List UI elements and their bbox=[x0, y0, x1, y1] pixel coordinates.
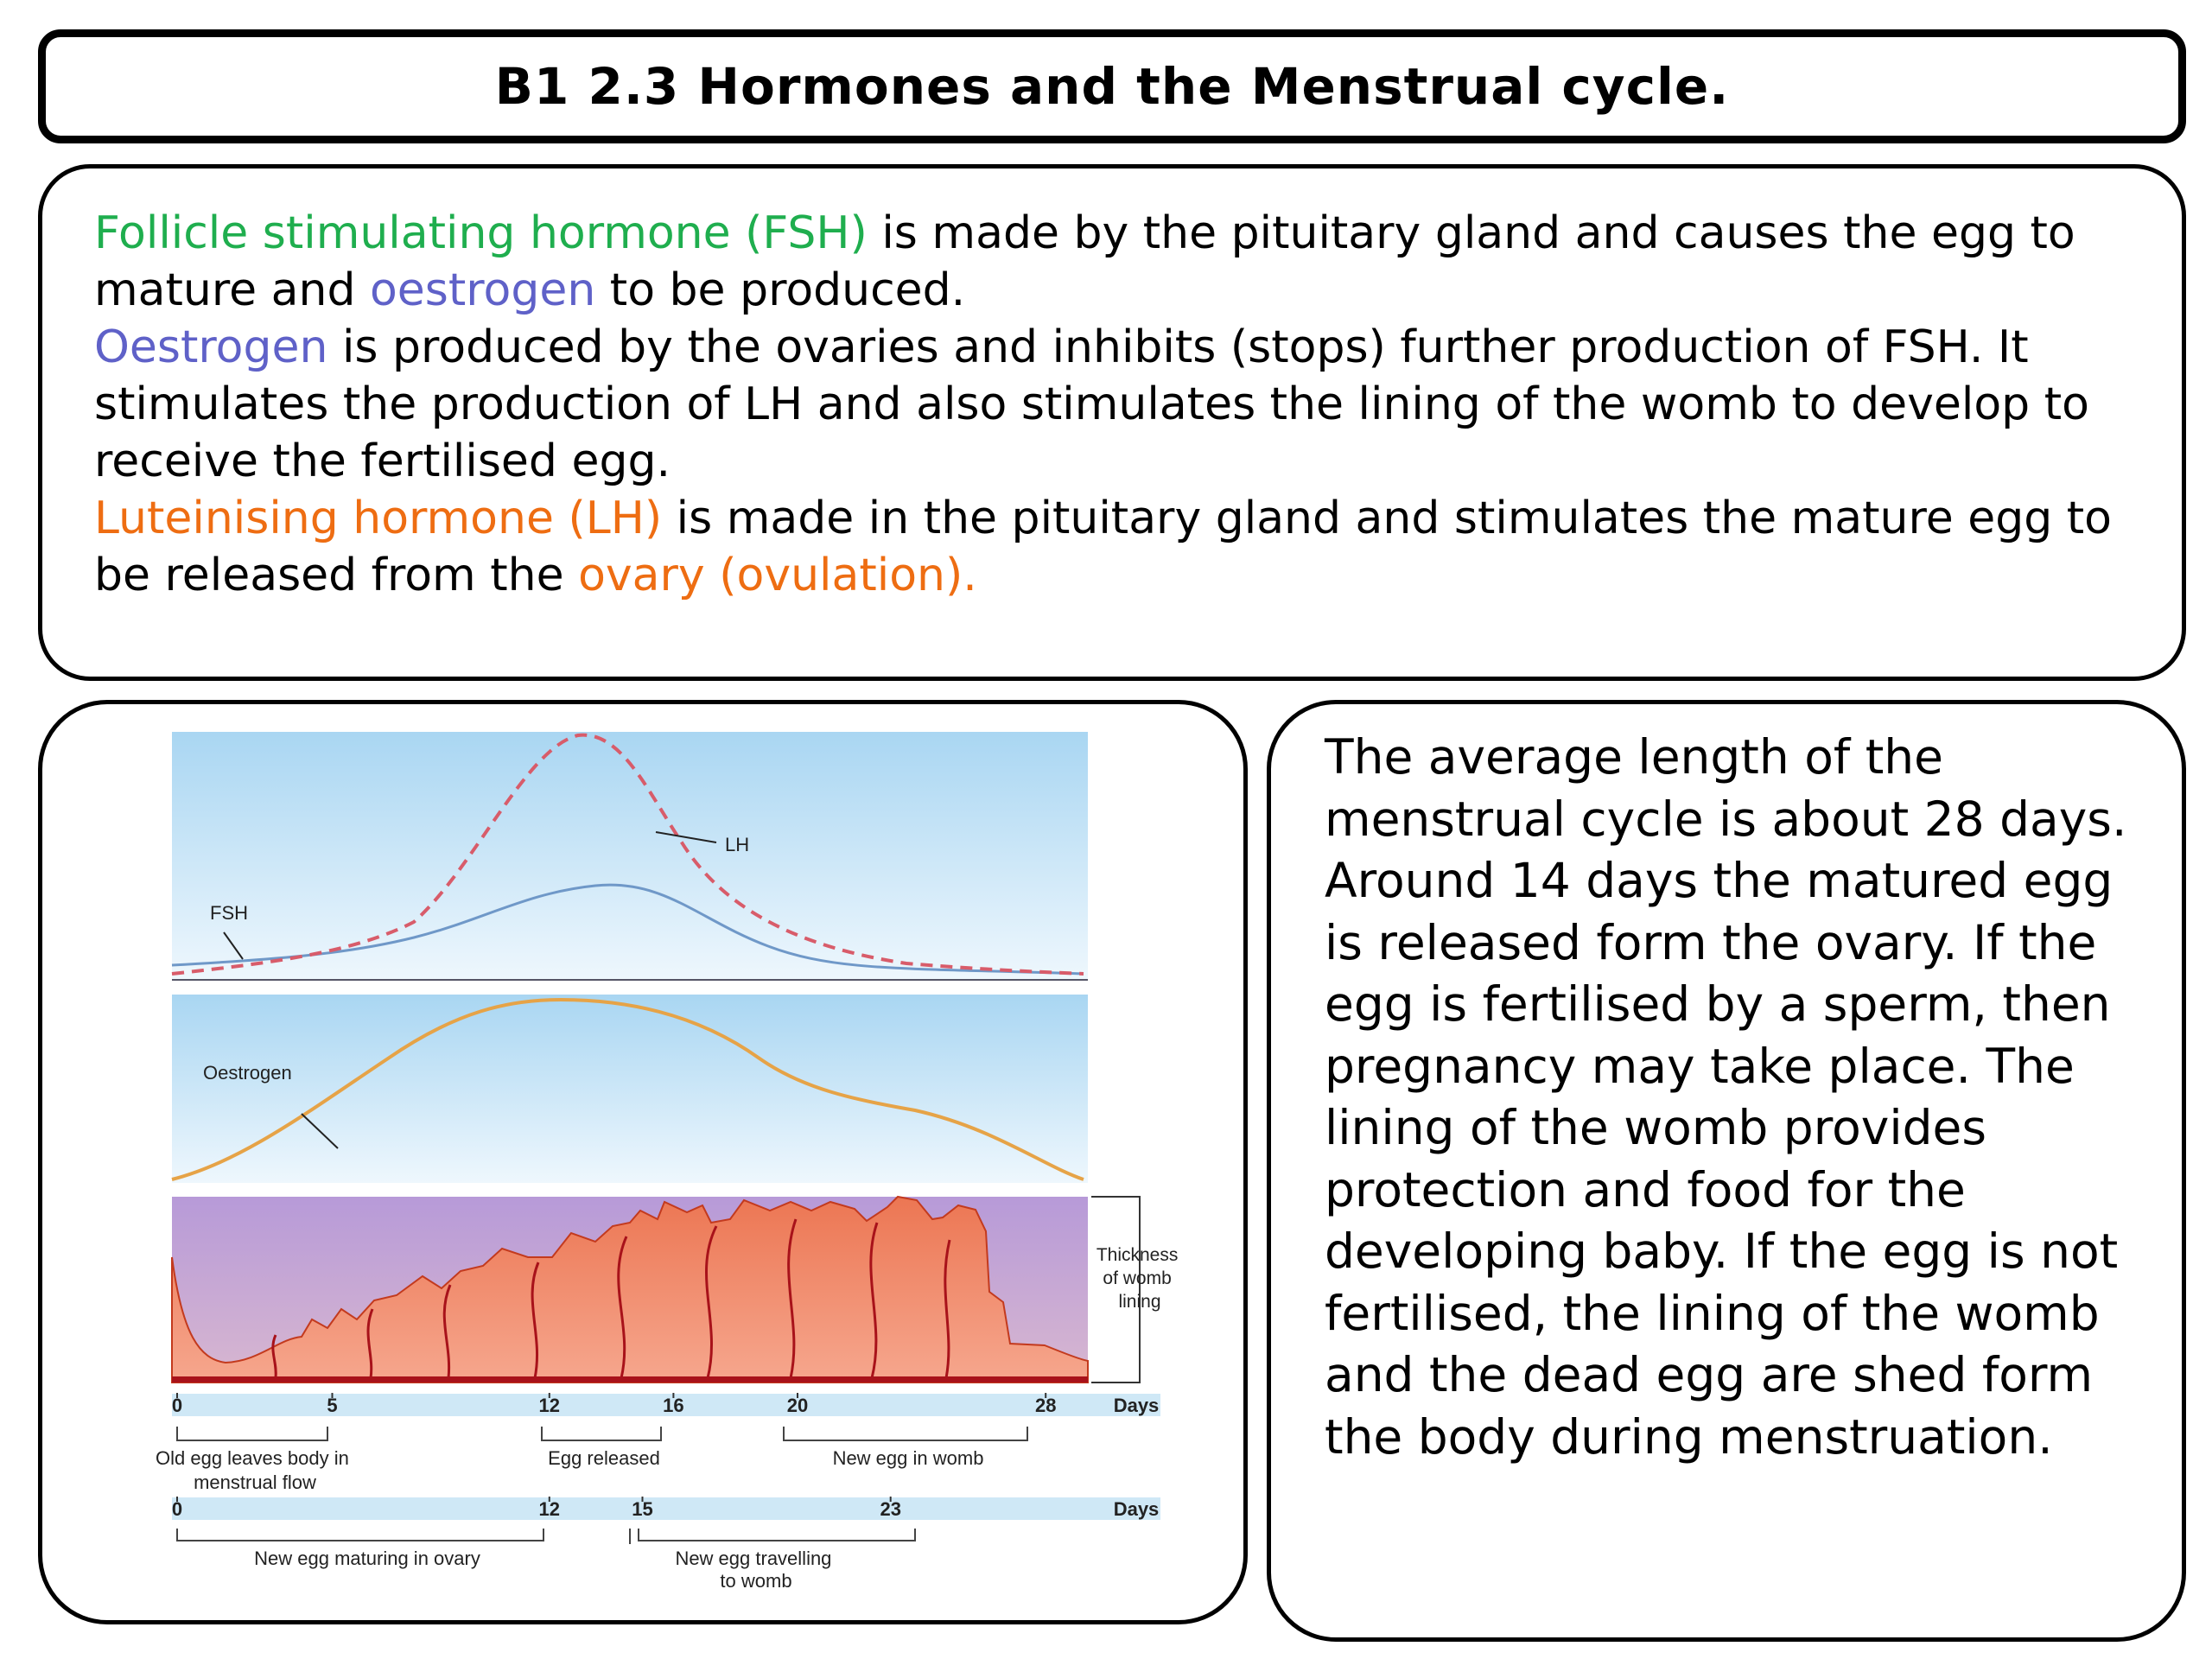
day-bottom-tick-label-0: 0 bbox=[171, 1498, 183, 1520]
day-top-tick-label-0: 0 bbox=[171, 1395, 183, 1416]
bracket-new-egg-travelling bbox=[639, 1529, 915, 1541]
day-top-tick-label-1: 5 bbox=[327, 1395, 338, 1416]
oestrogen-panel bbox=[172, 995, 1088, 1183]
annotation-new-egg-maturing: New egg maturing in ovary bbox=[254, 1548, 480, 1569]
thickness-label-line3: lining bbox=[1118, 1292, 1161, 1312]
bracket-old-egg bbox=[177, 1427, 327, 1440]
day-top-tick-label-5: 28 bbox=[1034, 1395, 1057, 1416]
bracket-new-egg-womb bbox=[784, 1427, 1027, 1440]
cycle-explanation-text: The average length of the menstrual cycle is about 28 days. Around 14 days the matured egg is released form the ovary. If the egg is fertilised by a sperm, then pregnancy may take place. The lining of the womb provides protection and food for the developing baby. If the egg is not fertilised, the lining of the womb and the dead egg are shed form the body during menstruation. bbox=[1325, 729, 2127, 1465]
cycle-explanation-box bbox=[1267, 700, 2186, 1642]
fsh-term: Follicle stimulating hormone (FSH) bbox=[94, 207, 868, 259]
annotation-new-egg-travelling bbox=[675, 1548, 836, 1592]
oestrogen-term: Oestrogen bbox=[94, 321, 328, 373]
lh-description: is made in the pituitary gland and stimulates the mature egg to be released from the bbox=[94, 493, 2112, 601]
thickness-label bbox=[1096, 1245, 1183, 1312]
day-bottom-tick-label-1: 12 bbox=[538, 1498, 561, 1520]
hormone-panel bbox=[172, 732, 1088, 980]
hormone-info-box bbox=[38, 164, 2186, 681]
womb-base bbox=[172, 1376, 1088, 1382]
ovary-term: ovary (ovulation). bbox=[578, 550, 977, 601]
thickness-label-line1: Thickness bbox=[1096, 1245, 1179, 1265]
days-label-bottom: Days bbox=[1113, 1498, 1160, 1520]
day-top-tick-label-2: 12 bbox=[538, 1395, 561, 1416]
oestrogen-label: Oestrogen bbox=[203, 1062, 292, 1084]
page-title: B1 2.3 Hormones and the Menstrual cycle. bbox=[494, 57, 1730, 116]
lh-paragraph bbox=[94, 490, 2126, 604]
annotation-new-egg-womb: New egg in womb bbox=[832, 1447, 984, 1469]
fsh-label: FSH bbox=[210, 902, 248, 924]
fsh-description-end: to be produced. bbox=[595, 264, 966, 316]
days-label-top: Days bbox=[1113, 1395, 1160, 1416]
annotation-new-egg-travelling-line2: to womb bbox=[720, 1570, 792, 1592]
thickness-bracket bbox=[1091, 1197, 1140, 1382]
fsh-paragraph bbox=[94, 205, 2126, 319]
day-bottom-tick-label-2: 15 bbox=[632, 1498, 653, 1520]
oestrogen-paragraph bbox=[94, 319, 2126, 490]
lh-label: LH bbox=[725, 834, 750, 855]
day-bottom-tick-label-3: 23 bbox=[880, 1498, 901, 1520]
day-top-tick-label-3: 16 bbox=[663, 1395, 684, 1416]
day-top-tick-label-4: 20 bbox=[786, 1395, 809, 1416]
oestrogen-description: is produced by the ovaries and inhibits (stops) further production of FSH. It stimulates the production of LH and also stimulates the lining of the womb to develop to receive the fertilised egg. bbox=[94, 321, 2089, 487]
menstrual-cycle-diagram bbox=[42, 704, 1243, 1620]
bracket-new-egg-maturing bbox=[177, 1529, 543, 1541]
annotation-new-egg-travelling-line1: New egg travelling bbox=[675, 1548, 832, 1569]
annotation-old-egg-line1: Old egg leaves body in bbox=[156, 1447, 349, 1469]
days-axis-bottom bbox=[172, 1497, 1160, 1520]
title-box bbox=[38, 29, 2186, 143]
annotation-egg-released: Egg released bbox=[548, 1447, 660, 1469]
annotation-old-egg-line2: menstrual flow bbox=[194, 1471, 316, 1493]
fsh-description: is made by the pituitary gland and causes the egg to mature and bbox=[94, 207, 2075, 316]
thickness-label-line2: of womb bbox=[1103, 1268, 1172, 1288]
lh-term: Luteinising hormone (LH) bbox=[94, 493, 663, 544]
oestrogen-term-inline: oestrogen bbox=[369, 264, 596, 316]
cycle-diagram-box bbox=[38, 700, 1248, 1624]
bracket-egg-released bbox=[542, 1427, 661, 1440]
annotation-old-egg bbox=[156, 1447, 354, 1493]
